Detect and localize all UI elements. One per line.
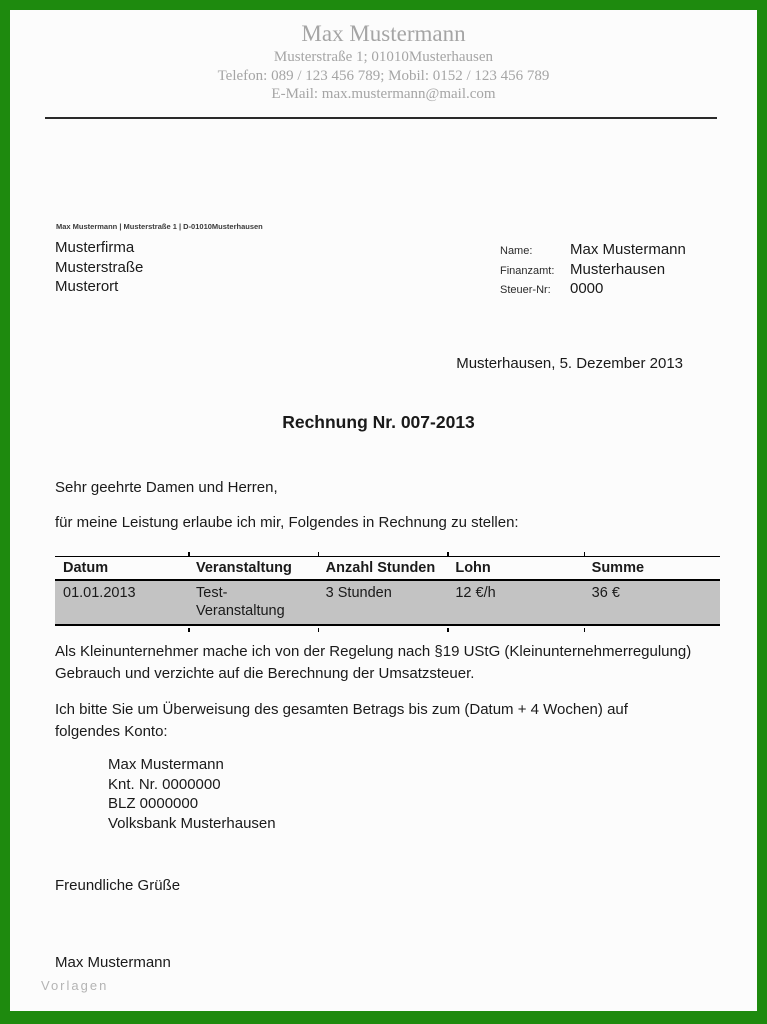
letterhead-phone: Telefon: 089 / 123 456 789; Mobil: 0152 / 123 456 789 xyxy=(217,67,550,84)
tax-info-value: 0000 xyxy=(570,280,604,297)
column-tick xyxy=(188,628,190,632)
column-tick xyxy=(447,628,449,632)
tax-info-value: Max Mustermann xyxy=(570,241,686,258)
column-tick xyxy=(447,552,449,556)
tax-info-label: Steuer-Nr: xyxy=(500,284,551,296)
table-header-summe: Summe xyxy=(591,560,645,576)
letterhead-name: Max Mustermann xyxy=(301,21,466,46)
letterhead-divider xyxy=(45,117,717,119)
recipient-line: Musterstraße xyxy=(55,258,144,276)
column-tick xyxy=(318,552,320,556)
tax-info-label: Name: xyxy=(500,245,533,257)
tax-info-row xyxy=(500,241,686,261)
table-body xyxy=(55,581,720,626)
tax-info-label: Finanzamt: xyxy=(500,264,555,277)
cell-veranstaltung: Test-Veranstaltung xyxy=(196,585,285,619)
signature-name: Max Mustermann xyxy=(55,954,171,971)
cell-lohn: 12 €/h xyxy=(455,585,496,601)
recipient-line: Musterfirma xyxy=(55,239,135,256)
column-tick xyxy=(188,552,190,556)
table-header-anzahl-stunden: Anzahl Stunden xyxy=(325,560,436,576)
letterhead xyxy=(10,20,757,104)
column-tick xyxy=(318,628,320,632)
bank-line-blz: BLZ 0000000 xyxy=(108,795,199,812)
column-tick xyxy=(584,552,586,556)
recipient-line: Musterort xyxy=(55,278,119,295)
vorlagen-watermark: Vorlagen xyxy=(41,978,109,993)
letterhead-email: E-Mail: max.mustermann@mail.com xyxy=(271,86,496,102)
salutation: Sehr geehrte Damen und Herren, xyxy=(55,479,278,496)
bank-details xyxy=(108,755,276,833)
invoice-table xyxy=(55,556,720,626)
table-header-row xyxy=(55,557,720,581)
recipient-block xyxy=(55,238,143,297)
tax-info-row xyxy=(500,280,686,300)
sender-return-address: Max Mustermann | Musterstraße 1 | D-01010Musterhausen xyxy=(56,222,263,231)
table-header-lohn: Lohn xyxy=(455,560,491,576)
invoice-title: Rechnung Nr. 007-2013 xyxy=(282,412,475,432)
bank-line-account-number: Knt. Nr. 0000000 xyxy=(108,775,221,793)
table-header-datum: Datum xyxy=(63,560,109,576)
table-header-veranstaltung: Veranstaltung xyxy=(196,560,292,576)
intro-line: für meine Leistung erlaube ich mir, Folgendes in Rechnung zu stellen: xyxy=(55,514,519,531)
closing-line: Freundliche Grüße xyxy=(55,877,181,894)
table-row xyxy=(55,581,720,626)
tax-info-value: Musterhausen xyxy=(570,260,666,278)
tax-info-row xyxy=(500,261,686,281)
invoice-page xyxy=(10,10,757,1011)
payment-paragraph: Ich bitte Sie um Überweisung des gesamten Betrags bis zum (Datum + 4 Wochen) auf folgendes Konto: xyxy=(55,701,628,740)
bank-line-bank-name: Volksbank Musterhausen xyxy=(108,814,276,832)
letterhead-address: Musterstraße 1; 01010Musterhausen xyxy=(273,49,494,65)
bank-line-account-holder: Max Mustermann xyxy=(108,756,224,773)
date-line: Musterhausen, 5. Dezember 2013 xyxy=(456,355,683,372)
kleinunternehmer-paragraph: Als Kleinunternehmer mache ich von der Regelung nach §19 UStG (Kleinunternehmerregulung) Gebrauch und verzichte auf die Berechnung der Umsatzsteuer. xyxy=(55,643,692,682)
cell-summe: 36 € xyxy=(591,585,620,601)
cell-datum: 01.01.2013 xyxy=(63,585,136,601)
cell-anzahl-stunden: 3 Stunden xyxy=(325,585,392,601)
tax-info-block xyxy=(500,241,686,300)
column-tick xyxy=(584,628,586,632)
